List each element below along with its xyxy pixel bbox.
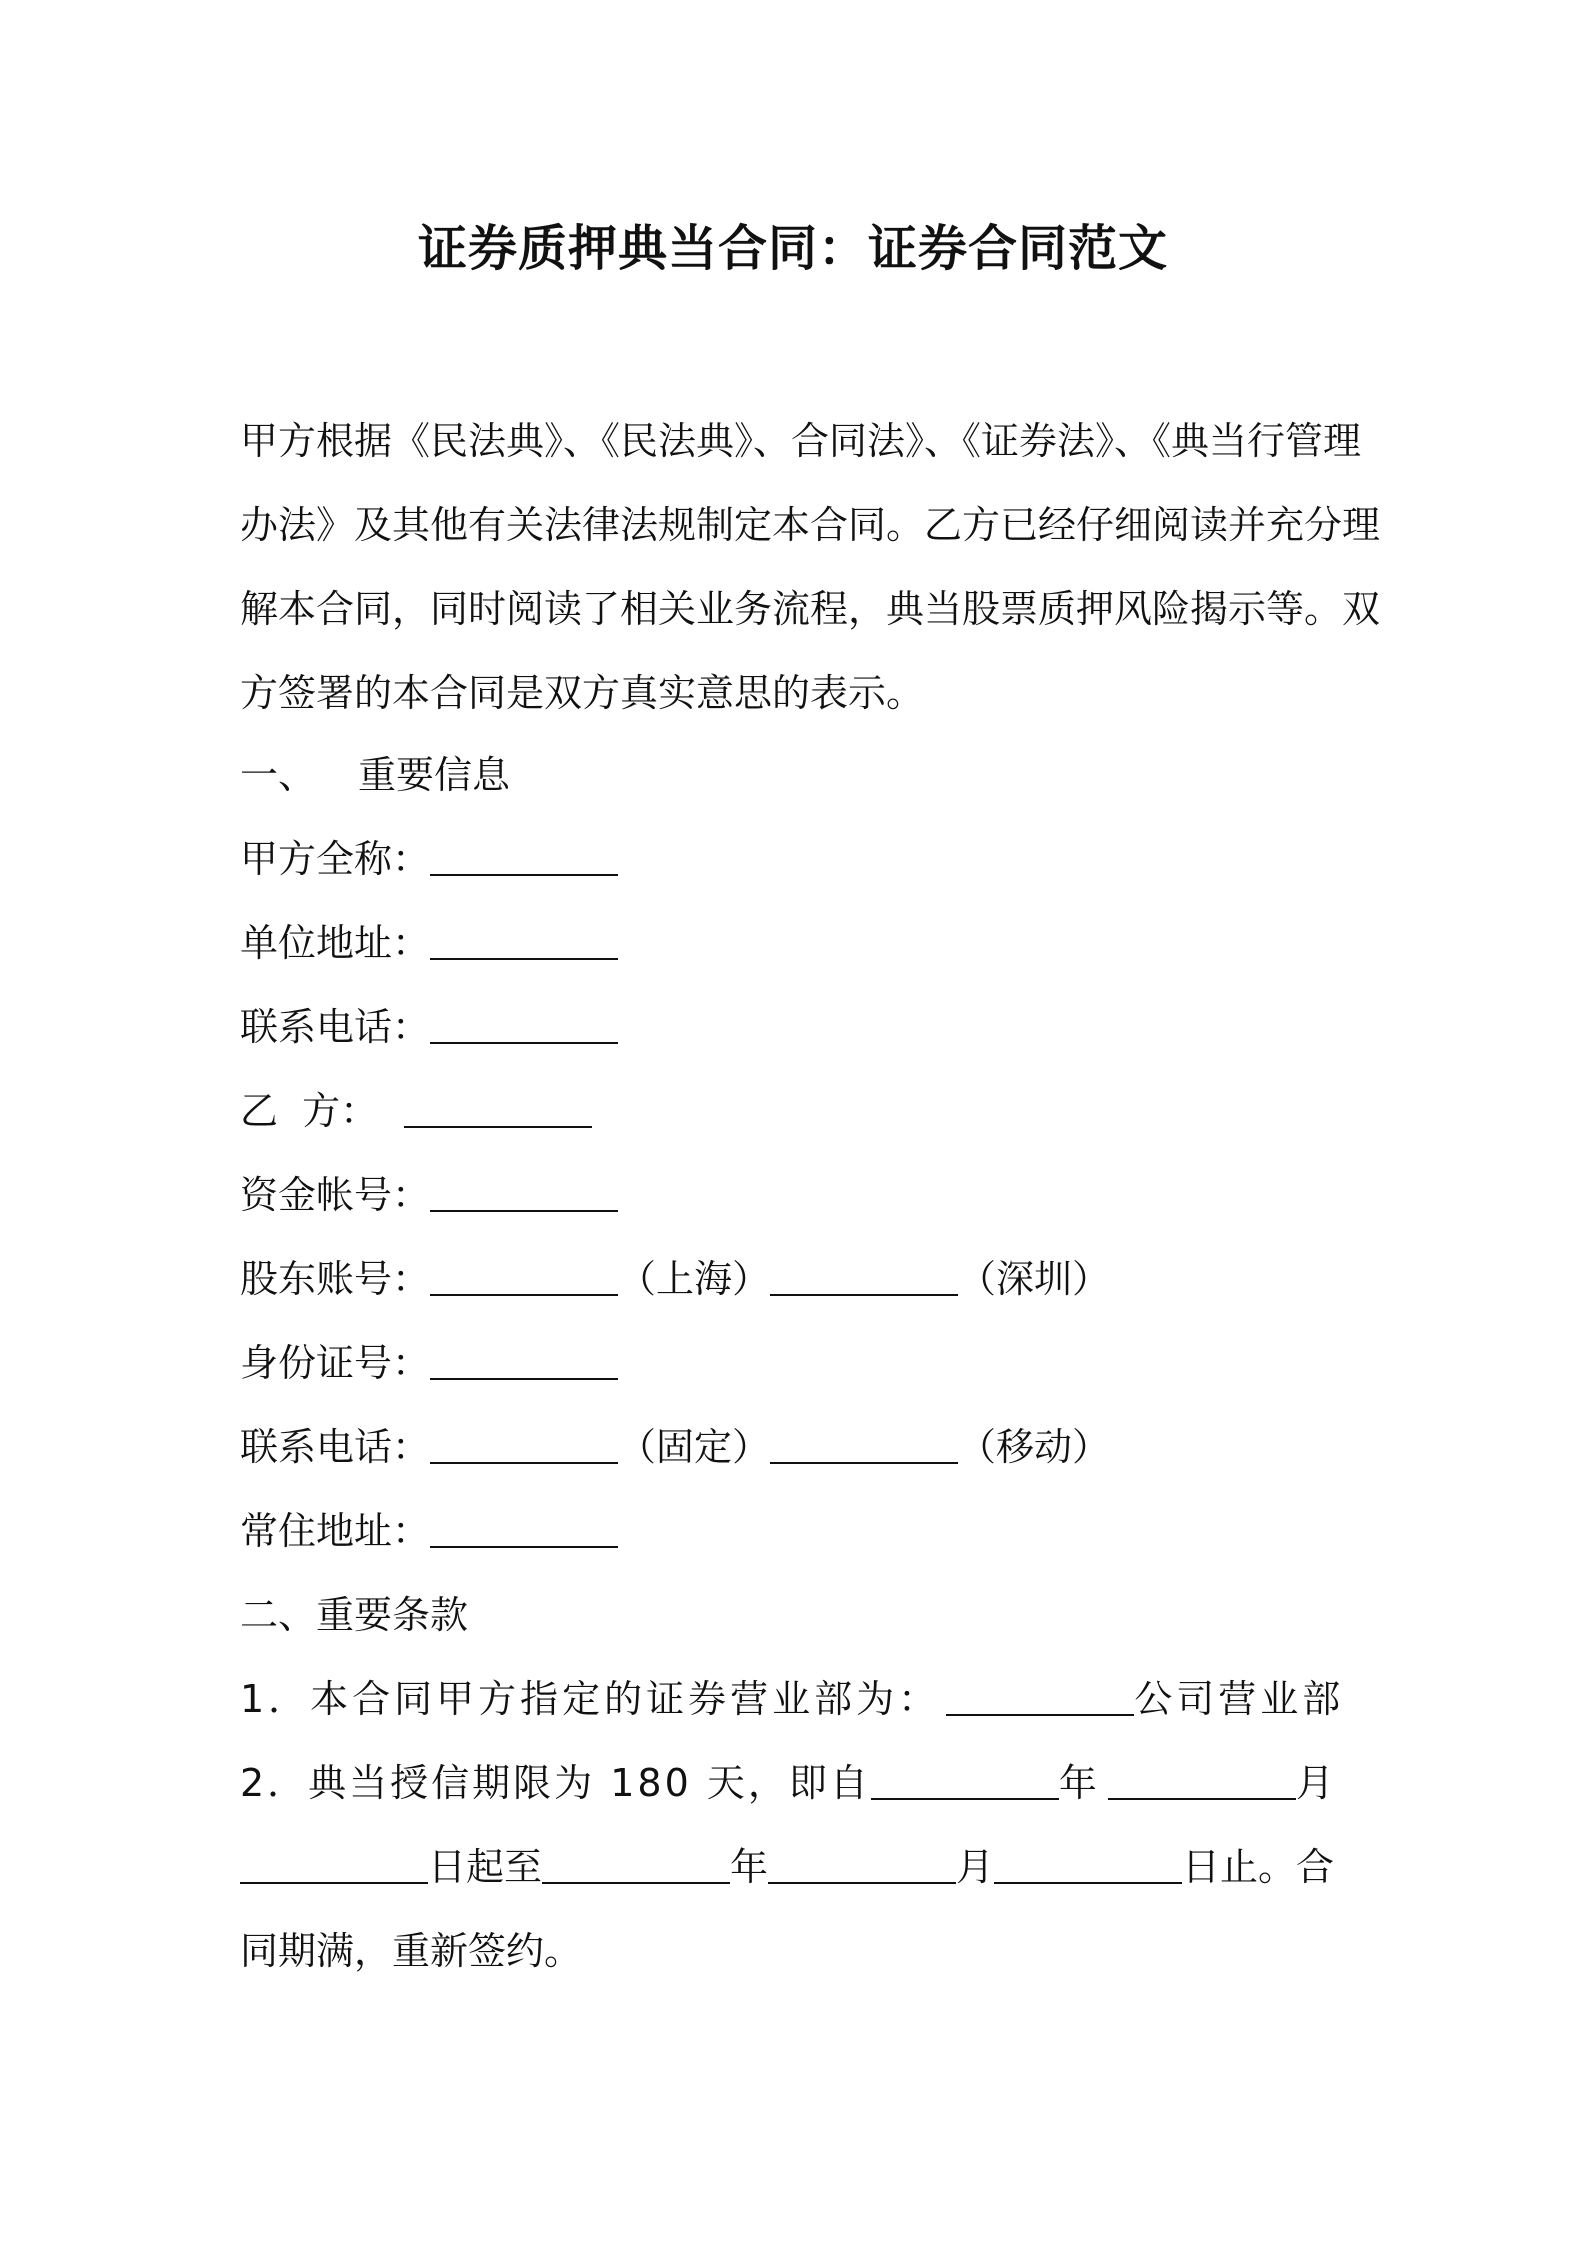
intro-line-2: 办法》及其他有关法律法规制定本合同。乙方已经仔细阅读并充分理 [240,503,1381,547]
clause-2-line-1 [240,1760,1350,1806]
shenzhen-account-blank [770,1256,958,1296]
clause-2-line-3: 同期满，重新签约。 [240,1929,583,1973]
start-year-blank [871,1760,1059,1800]
fund-account-blank [430,1172,618,1212]
party-a-name-blank [430,836,618,876]
party-b-blank [404,1088,592,1128]
residence-row [240,1508,1350,1554]
document-title: 证券质押典当合同：证券合同范文 [417,220,1168,277]
residence-label: 常住地址： [240,1509,431,1553]
party-a-name-row [240,836,1350,882]
shanghai-account-blank [430,1256,618,1296]
clause-1-prefix: 1．本合同甲方指定的证券营业部为： [240,1677,941,1721]
fund-account-label: 资金帐号： [240,1173,431,1217]
shenzhen-label: （深圳） [958,1257,1111,1301]
day-to-label: 日止。合 [1182,1845,1335,1889]
section1-heading-number: 一、 [240,753,317,797]
fund-account-row [240,1172,1350,1218]
fixed-label: （固定） [618,1425,771,1469]
id-number-row [240,1340,1350,1386]
intro-line-3: 解本合同，同时阅读了相关业务流程，典当股票质押风险揭示等。双 [240,587,1381,631]
brokerage-blank [946,1676,1134,1716]
start-day-blank [240,1844,428,1884]
party-b-label: 乙 方： [240,1089,379,1133]
end-year-label: 年 [730,1845,769,1889]
day-from-label: 日起至 [428,1845,543,1889]
residence-blank [430,1508,618,1548]
clause-1-suffix: 公司营业部 [1134,1677,1345,1721]
clause-2-prefix: 2．典当授信期限为 180 天，即自 [240,1761,871,1805]
shareholder-account-row [240,1256,1350,1302]
party-a-name-label: 甲方全称： [240,837,431,881]
contact-phone-label: 联系电话： [240,1425,431,1469]
id-number-label: 身份证号： [240,1341,431,1385]
contact-phone-row [240,1424,1350,1470]
party-a-address-row [240,920,1350,966]
end-year-blank [542,1844,730,1884]
party-a-address-label: 单位地址： [240,921,431,965]
party-a-phone-label: 联系电话： [240,1005,431,1049]
section1-heading-text: 重要信息 [358,753,511,797]
end-month-blank [768,1844,956,1884]
start-month-blank [1108,1760,1296,1800]
shareholder-account-label: 股东账号： [240,1257,431,1301]
id-number-blank [430,1340,618,1380]
party-a-phone-row [240,1004,1350,1050]
section1-heading [240,752,1350,798]
clause-2-line-2 [240,1844,1350,1890]
intro-line-4: 方签署的本合同是双方真实意思的表示。 [240,671,925,715]
party-a-address-blank [430,920,618,960]
shanghai-label: （上海） [618,1257,771,1301]
party-b-row [240,1088,1350,1134]
start-month-label: 月 [1295,1761,1337,1805]
mobile-label: （移动） [958,1425,1111,1469]
end-day-blank [994,1844,1182,1884]
start-year-label: 年 [1058,1761,1100,1805]
clause-1 [240,1676,1350,1722]
intro-line-1: 甲方根据《民法典》、《民法典》、合同法》、《证券法》、《典当行管理 [240,419,1362,463]
party-a-phone-blank [430,1004,618,1044]
section2-heading: 二、重要条款 [240,1593,469,1637]
end-month-label: 月 [956,1845,995,1889]
mobile-phone-blank [770,1424,958,1464]
fixed-phone-blank [430,1424,618,1464]
